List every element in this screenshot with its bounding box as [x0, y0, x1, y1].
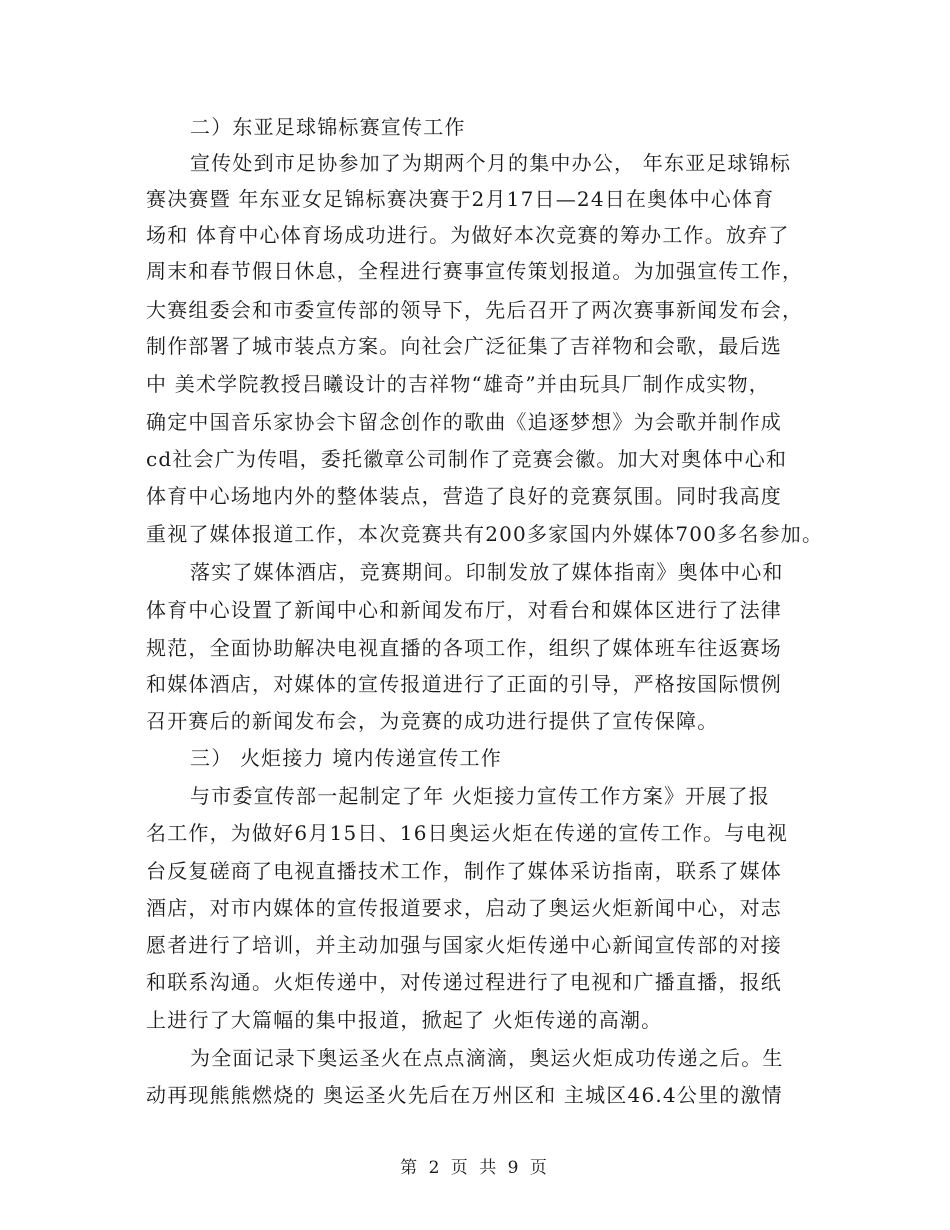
- paragraph-line: 动再现熊熊燃烧的 奥运圣火先后在万州区和 主城区46.4公里的激情: [146, 1083, 783, 1107]
- paragraph-line: 与市委宣传部一起制定了年 火炬接力宣传工作方案》开展了报: [190, 784, 770, 808]
- paragraph-line: 和媒体酒店，对媒体的宣传报道进行了正面的引导，严格按国际惯例: [146, 672, 782, 696]
- paragraph-line: 为全面记录下奥运圣火在点点滴滴，奥运火炬成功传递之后。生: [190, 1046, 784, 1070]
- paragraph-line: 酒店，对市内媒体的宣传报道要求，启动了奥运火炬新闻中心，对志: [146, 896, 782, 920]
- paragraph-line: 愿者进行了培训，并主动加强与国家火炬传递中心新闻宣传部的对接: [146, 933, 782, 957]
- paragraph-line: 台反复磋商了电视直播技术工作，制作了媒体采访指南，联系了媒体: [146, 859, 782, 883]
- paragraph-line: 大赛组委会和市委宣传部的领导下，先后召开了两次赛事新闻发布会，: [146, 298, 804, 322]
- paragraph-line: 周末和春节假日休息，全程进行赛事宣传策划报道。为加强宣传工作，: [146, 259, 804, 283]
- paragraph-line: 和联系沟通。火炬传递中，对传递过程进行了电视和广播直播，报纸: [146, 970, 782, 994]
- paragraph-line: 召开赛后的新闻发布会，为竞赛的成功进行提供了宣传保障。: [146, 709, 719, 733]
- paragraph-line: 制作部署了城市装点方案。向社会广泛征集了吉祥物和会歌，最后选: [146, 334, 782, 358]
- paragraph-line: 赛决赛暨 年东亚女足锦标赛决赛于2月17日—24日在奥体中心体育: [146, 187, 775, 211]
- section-heading: 二）东亚足球锦标赛宣传工作: [190, 115, 466, 139]
- paragraph-line: 上进行了大篇幅的集中报道，掀起了 火炬传递的高潮。: [146, 1008, 663, 1032]
- paragraph-line: 体育中心设置了新闻中心和新闻发布厅，对看台和媒体区进行了法律: [146, 598, 782, 622]
- paragraph-line: 规范，全面协助解决电视直播的各项工作，组织了媒体班车往返赛场: [146, 636, 782, 660]
- paragraph-line: 确定中国音乐家协会卞留念创作的歌曲《追逐梦想》为会歌并制作成: [146, 410, 782, 434]
- page-number-footer: 第 2 页 共 9 页: [400, 1158, 550, 1178]
- paragraph-line: 场和 体育中心体育场成功进行。为做好本次竞赛的筹办工作。放弃了: [146, 223, 790, 247]
- section-heading: 三） 火炬接力 境内传递宣传工作: [190, 746, 502, 770]
- paragraph-line: 名工作，为做好6月15日、16日奥运火炬在传递的宣传工作。与电视: [146, 821, 789, 845]
- paragraph-line: 体育中心场地内外的整体装点，营造了良好的竞赛氛围。同时我高度: [146, 484, 782, 508]
- paragraph-line: 落实了媒体酒店，竞赛期间。印制发放了媒体指南》奥体中心和: [190, 560, 784, 584]
- paragraph-line: 宣传处到市足协参加了为期两个月的集中办公， 年东亚足球锦标: [190, 151, 792, 175]
- paragraph-line: 重视了媒体报道工作，本次竞赛共有200多家国内外媒体700多名参加。: [146, 522, 824, 546]
- paragraph-line: 中 美术学院教授吕曦设计的吉祥物“雄奇”并由玩具厂制作成实物，: [146, 372, 771, 396]
- paragraph-line: cd社会广为传唱，委托徽章公司制作了竞赛会徽。加大对奥体中心和: [146, 447, 788, 471]
